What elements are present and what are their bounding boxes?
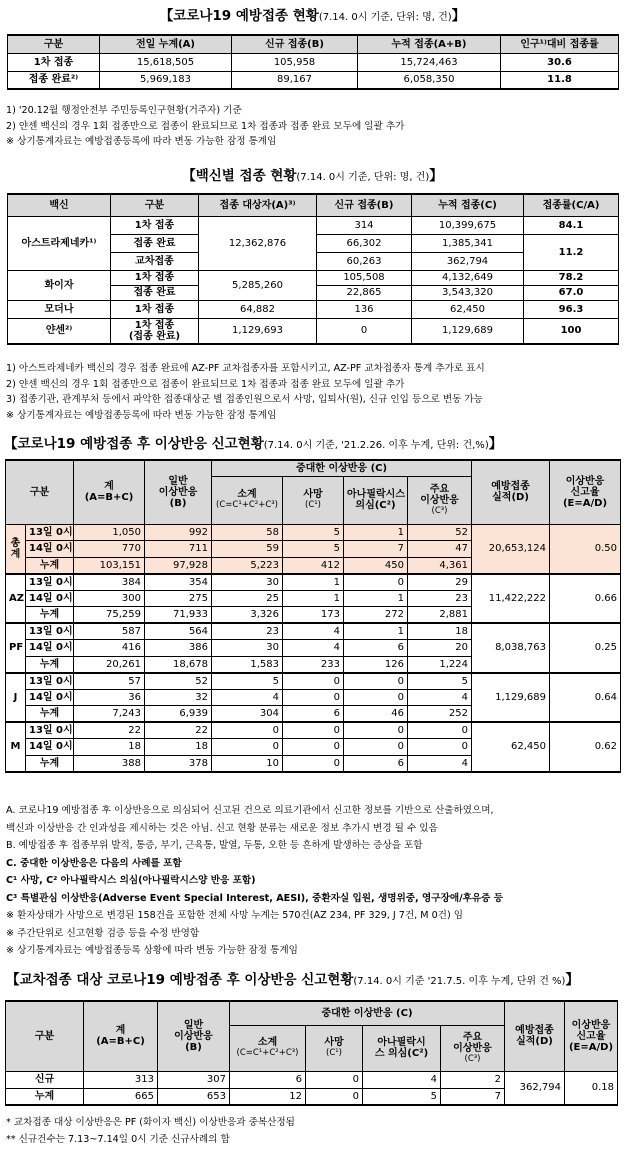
- cell: 314: [317, 216, 412, 234]
- cell: 30: [212, 574, 283, 591]
- cell: 11.8: [501, 71, 619, 89]
- note: 2) 얀센 백신의 경우 1회 접종만으로 접종이 완료되므로 1차 접종과 접종 완료 모두에 일괄 추가: [6, 120, 405, 132]
- cell: 22,865: [317, 285, 412, 300]
- row-label: 14일 0시: [26, 541, 74, 558]
- cell-rate: 0.50: [550, 524, 621, 574]
- cell: 75,259: [74, 607, 145, 624]
- note: C³ 특별관심 이상반응(Adverse Event Special Interest, AESI), 중환자실 입원, 생명위중, 영구장애/후유증 등: [6, 892, 504, 904]
- cell: 22: [74, 722, 145, 739]
- cell: 5: [408, 673, 472, 690]
- cell: 0: [212, 739, 283, 756]
- cell: 252: [408, 706, 472, 723]
- cell: 0: [344, 689, 408, 706]
- col-header-performance: 예방접종 실적(D): [472, 460, 550, 524]
- col-header-serious: 중대한 이상반응 (C): [212, 460, 472, 476]
- cell: 1: [344, 590, 408, 607]
- section1-notes: [6, 103, 621, 150]
- cell-rate: 0.66: [550, 574, 621, 624]
- cell: 1,385,341: [412, 234, 524, 252]
- col-header: 구분: [111, 194, 199, 216]
- cell: 71,933: [145, 607, 212, 624]
- cell: 1,224: [408, 656, 472, 673]
- col-header: 전일 누계(A): [100, 35, 232, 53]
- cell: 52: [408, 524, 472, 541]
- row-label: 14일 0시: [26, 739, 74, 756]
- col-header-gubun: 구분: [6, 1001, 84, 1071]
- cell: 0: [283, 755, 344, 772]
- col-header-total: 계 (A=B+C): [74, 460, 145, 524]
- cell: 29: [408, 574, 472, 591]
- row-label: 14일 0시: [26, 590, 74, 607]
- row-label: 13일 0시: [26, 524, 74, 541]
- cell: 6,058,350: [358, 71, 501, 89]
- row-label: 누계: [26, 656, 74, 673]
- cell: 354: [145, 574, 212, 591]
- cell: 5: [283, 524, 344, 541]
- cell: 233: [283, 656, 344, 673]
- cell-rate: 0.25: [550, 623, 621, 673]
- cell: 1: [344, 524, 408, 541]
- cell: 4: [212, 689, 283, 706]
- cell-rate: 0.62: [550, 722, 621, 772]
- section1-title: 【코로나19 예방접종 현황(7.14. 0시 기준, 단위: 명, 건)】: [159, 8, 466, 24]
- note: ※ 상기통계자료는 예방접종등록에 따라 변동 가능한 잠정 통계임: [6, 409, 277, 421]
- cell: 412: [283, 557, 344, 574]
- note: ※ 상기통계자료는 예방접종등록 상황에 따라 변동 가능한 잠정 통계임: [6, 945, 298, 956]
- row-label: 1차 접종: [111, 270, 199, 285]
- cell: 1: [283, 590, 344, 607]
- cell: 0: [283, 689, 344, 706]
- note: 2) 얀센 백신의 경우 1회 접종만으로 접종이 완료되므로 1차 접종과 접종 완료 모두에 일괄 추가: [6, 378, 405, 390]
- cell: 57: [74, 673, 145, 690]
- row-label: 누계: [26, 706, 74, 723]
- cell: 0: [283, 739, 344, 756]
- vaccine-name-md: 모더나: [8, 300, 111, 318]
- vaccine-name-az: 아스트라제네카¹⁾: [8, 216, 111, 270]
- cell: 64,882: [199, 300, 317, 318]
- cell: 3,543,320: [412, 285, 524, 300]
- row-label: 누계: [26, 607, 74, 624]
- cell: 4: [283, 640, 344, 657]
- row-label: 13일 0시: [26, 673, 74, 690]
- col-header-death: 사망 (C¹): [306, 1025, 363, 1071]
- col-header-anaphylaxis: 아나필락시스 의심(C²): [344, 476, 408, 524]
- section3-title: 【코로나19 예방접종 후 이상반응 신고현황(7.14. 0시 기준, '21.2.26. 이후 누계, 단위: 건,%)】: [4, 436, 503, 452]
- cell: 11.2: [524, 234, 619, 270]
- cell: 7,243: [74, 706, 145, 723]
- cell: 173: [283, 607, 344, 624]
- row-label: 누계: [6, 1088, 84, 1105]
- cell: 2: [441, 1071, 505, 1088]
- cell: 47: [408, 541, 472, 558]
- row-label: 14일 0시: [26, 689, 74, 706]
- vaccine-name-js: 얀센²⁾: [8, 318, 111, 344]
- cell: 0: [306, 1088, 363, 1105]
- section4-notes: [6, 1114, 621, 1148]
- col-header: 구분: [8, 35, 100, 53]
- cell: 1: [344, 623, 408, 640]
- cell: 18: [145, 739, 212, 756]
- cell: 89,167: [232, 71, 358, 89]
- cell: 0: [283, 722, 344, 739]
- cell: 0: [408, 722, 472, 739]
- cell: 60,263: [317, 252, 412, 270]
- col-header-total: 계 (A=B+C): [84, 1001, 158, 1071]
- row-label: 신규: [6, 1071, 84, 1088]
- cell: 23: [408, 590, 472, 607]
- cell: 97,928: [145, 557, 212, 574]
- cell: 36: [74, 689, 145, 706]
- col-header: 인구¹⁾대비 접종률: [501, 35, 619, 53]
- row-label: 13일 0시: [26, 623, 74, 640]
- group-label: 총계: [6, 524, 26, 574]
- cell: 0: [283, 673, 344, 690]
- col-header-subtotal: 소계 (C=C¹+C²+C³): [230, 1025, 306, 1071]
- cell: 84.1: [524, 216, 619, 234]
- cell: 6: [283, 706, 344, 723]
- row-label: 누계: [26, 755, 74, 772]
- cell: 4,132,649: [412, 270, 524, 285]
- col-header: 누적 접종(A+B): [358, 35, 501, 53]
- cell: 1,050: [74, 524, 145, 541]
- cell: 103,151: [74, 557, 145, 574]
- note: ※ 환자상태가 사망으로 변경된 158건을 포함한 전체 사망 누계는 570건(AZ 234, PF 329, J 7건, M 0건) 임: [6, 910, 464, 921]
- vaccine-type-table: [7, 193, 619, 345]
- cell: 5: [212, 673, 283, 690]
- cell: 100: [524, 318, 619, 344]
- vaccination-status-table: [7, 34, 619, 90]
- cell: 22: [145, 722, 212, 739]
- cell-rate: 0.18: [565, 1071, 618, 1105]
- cell: 62,450: [412, 300, 524, 318]
- row-label: 접종 완료²⁾: [8, 71, 100, 89]
- section4-title: 【교차접종 대상 코로나19 예방접종 후 이상반응 신고현황(7.14. 0시 기준 '21.7.5. 이후 누계, 단위 건 %)】: [6, 972, 579, 988]
- cell: 1: [283, 574, 344, 591]
- cell: 0: [344, 574, 408, 591]
- cell: 275: [145, 590, 212, 607]
- cell: 4: [283, 623, 344, 640]
- cell: 7: [344, 541, 408, 558]
- cell: 30.6: [501, 53, 619, 71]
- cell: 20,261: [74, 656, 145, 673]
- cell: 96.3: [524, 300, 619, 318]
- section2-notes: [6, 361, 621, 423]
- cell: 5,285,260: [199, 270, 317, 300]
- cell-rate: 0.64: [550, 673, 621, 723]
- row-label: 접종 완료: [111, 234, 199, 252]
- cell: 2,881: [408, 607, 472, 624]
- cell: 313: [84, 1071, 158, 1088]
- row-label: 교차접종: [111, 252, 199, 270]
- group-label: M: [6, 722, 26, 772]
- cell: 58: [212, 524, 283, 541]
- col-header-death: 사망 (C¹): [283, 476, 344, 524]
- cell: 105,958: [232, 53, 358, 71]
- group-label: AZ: [6, 574, 26, 624]
- cell: 25: [212, 590, 283, 607]
- cell: 1,129,693: [199, 318, 317, 344]
- section2-title: 【백신별 접종 현황(7.14. 0시 기준, 단위: 명, 건)】: [182, 168, 443, 184]
- cell: 6: [230, 1071, 306, 1088]
- col-header-serious: 중대한 이상반응 (C): [230, 1001, 505, 1025]
- note: A. 코로나19 예방접종 후 이상반응으로 의심되어 신고된 건으로 의료기관에서 신고한 정보를 기반으로 산출하였으며,: [6, 805, 494, 816]
- row-label: 1차 접종: [111, 216, 199, 234]
- note: 1) '20.12월 행정안전부 주민등록인구현황(거주자) 기준: [6, 105, 242, 116]
- col-header: 접종 대상자(A)³⁾: [199, 194, 317, 216]
- cell: 384: [74, 574, 145, 591]
- cell: 450: [344, 557, 408, 574]
- cell: 711: [145, 541, 212, 558]
- cell: 4,361: [408, 557, 472, 574]
- col-header-performance: 예방접종 실적(D): [505, 1001, 565, 1071]
- cell-performance: 11,422,222: [472, 574, 550, 624]
- note: B. 예방접종 후 접종부위 발적, 통증, 부기, 근육통, 발열, 두통, 오한 등 흔하게 발생하는 증상을 포함: [6, 840, 423, 851]
- cell: 20: [408, 640, 472, 657]
- cell: 126: [344, 656, 408, 673]
- row-label: 13일 0시: [26, 722, 74, 739]
- note: 3) 접종기관, 관계부처 등에서 파악한 접종대상군 별 접종인원으로서 사망, 입퇴사(원), 신규 인입 등으로 변동 가능: [6, 394, 483, 406]
- note: C. 중대한 이상반응은 다음의 사례를 포함: [6, 857, 182, 869]
- cell: 18: [74, 739, 145, 756]
- cell: 0: [408, 739, 472, 756]
- cell: 0: [317, 318, 412, 344]
- group-label: PF: [6, 623, 26, 673]
- cell: 66,302: [317, 234, 412, 252]
- col-header-major: 주요 이상반응 (C³): [441, 1025, 505, 1071]
- cell: 272: [344, 607, 408, 624]
- cell-performance: 62,450: [472, 722, 550, 772]
- cell: 4: [363, 1071, 441, 1088]
- section3-notes: [6, 802, 621, 960]
- cell: 5: [283, 541, 344, 558]
- cell: 6: [344, 755, 408, 772]
- col-header-general: 일반 이상반응 (B): [158, 1001, 230, 1071]
- cell: 15,618,505: [100, 53, 232, 71]
- cell: 78.2: [524, 270, 619, 285]
- cross-vaccination-ae-table: [5, 1000, 618, 1106]
- cell: 386: [145, 640, 212, 657]
- note: 1) 아스트라제네카 백신의 경우 접종 완료에 AZ-PF 교차접종자를 포함시키고, AZ-PF 교차접종자 통계 추가로 표시: [6, 363, 485, 374]
- cell: 3,326: [212, 607, 283, 624]
- cell-performance: 8,038,763: [472, 623, 550, 673]
- cell: 52: [145, 673, 212, 690]
- note: ※ 주간단위로 신고현황 검증 등을 수정 반영함: [6, 927, 200, 939]
- cell: 0: [306, 1071, 363, 1088]
- note: 백신과 이상반응 간 인과성을 제시하는 것은 아님. 신고 현황 분류는 새로운 정보 추가시 변경 될 수 있음: [6, 822, 438, 834]
- cell-performance: 20,653,124: [472, 524, 550, 574]
- cell: 7: [441, 1088, 505, 1105]
- col-header: 백신: [8, 194, 111, 216]
- cell: 6: [344, 640, 408, 657]
- cell: 0: [344, 722, 408, 739]
- cell: 362,794: [412, 252, 524, 270]
- cell: 587: [74, 623, 145, 640]
- cell-performance: 362,794: [505, 1071, 565, 1105]
- col-header: 신규 접종(B): [317, 194, 412, 216]
- cell-performance: 1,129,689: [472, 673, 550, 723]
- cell: 992: [145, 524, 212, 541]
- cell: 307: [158, 1071, 230, 1088]
- cell: 136: [317, 300, 412, 318]
- cell: 12,362,876: [199, 216, 317, 270]
- cell: 6,939: [145, 706, 212, 723]
- col-header-subtotal: 소계 (C=C¹+C²+C³): [212, 476, 283, 524]
- cell: 5,969,183: [100, 71, 232, 89]
- cell: 4: [408, 689, 472, 706]
- row-label: 1차 접종: [8, 53, 100, 71]
- col-header-gubun: 구분: [6, 460, 74, 524]
- cell: 15,724,463: [358, 53, 501, 71]
- group-label: J: [6, 673, 26, 723]
- col-header-general: 일반 이상반응 (B): [145, 460, 212, 524]
- vaccine-name-pf: 화이자: [8, 270, 111, 300]
- cell: 0: [344, 739, 408, 756]
- cell: 388: [74, 755, 145, 772]
- cell: 59: [212, 541, 283, 558]
- cell: 5,223: [212, 557, 283, 574]
- cell: 18: [408, 623, 472, 640]
- row-label: 누계: [26, 557, 74, 574]
- cell: 18,678: [145, 656, 212, 673]
- cell: 0: [212, 722, 283, 739]
- col-header-anaphylaxis: 아나필락시 스 의심(C²): [363, 1025, 441, 1071]
- adverse-events-table: [5, 459, 621, 773]
- note: * 교차접종 대상 이상반응은 PF (화이자 백신) 이상반응과 중복산정됨: [6, 1117, 295, 1128]
- cell: 46: [344, 706, 408, 723]
- note: ** 신규건수는 7.13~7.14일 0시 기준 신규사례의 합: [6, 1134, 230, 1145]
- cell: 30: [212, 640, 283, 657]
- cell: 67.0: [524, 285, 619, 300]
- cell: 304: [212, 706, 283, 723]
- note: C¹ 사망, C² 아나필락시스 의심(아나필락시스양 반응 포함): [6, 875, 256, 886]
- col-header-rate: 이상반응 신고율 (E=A/D): [565, 1001, 618, 1071]
- cell: 10: [212, 755, 283, 772]
- cell: 32: [145, 689, 212, 706]
- cell: 564: [145, 623, 212, 640]
- row-label: 1차 접종 (접종 완료): [111, 318, 199, 344]
- cell: 1,129,689: [412, 318, 524, 344]
- row-label: 14일 0시: [26, 640, 74, 657]
- cell: 0: [344, 673, 408, 690]
- col-header: 접종률(C/A): [524, 194, 619, 216]
- col-header-rate: 이상반응 신고율 (E=A/D): [550, 460, 621, 524]
- cell: 23: [212, 623, 283, 640]
- cell: 5: [363, 1088, 441, 1105]
- cell: 1,583: [212, 656, 283, 673]
- row-label: 1차 접종: [111, 300, 199, 318]
- cell: 416: [74, 640, 145, 657]
- cell: 4: [408, 755, 472, 772]
- cell: 300: [74, 590, 145, 607]
- cell: 12: [230, 1088, 306, 1105]
- col-header: 누적 접종(C): [412, 194, 524, 216]
- cell: 10,399,675: [412, 216, 524, 234]
- cell: 378: [145, 755, 212, 772]
- cell: 105,508: [317, 270, 412, 285]
- row-label: 13일 0시: [26, 574, 74, 591]
- row-label: 접종 완료: [111, 285, 199, 300]
- note: ※ 상기통계자료는 예방접종등록에 따라 변동 가능한 잠정 통계임: [6, 136, 277, 148]
- cell: 665: [84, 1088, 158, 1105]
- col-header-major: 주요 이상반응 (C³): [408, 476, 472, 524]
- cell: 770: [74, 541, 145, 558]
- col-header: 신규 접종(B): [232, 35, 358, 53]
- cell: 653: [158, 1088, 230, 1105]
